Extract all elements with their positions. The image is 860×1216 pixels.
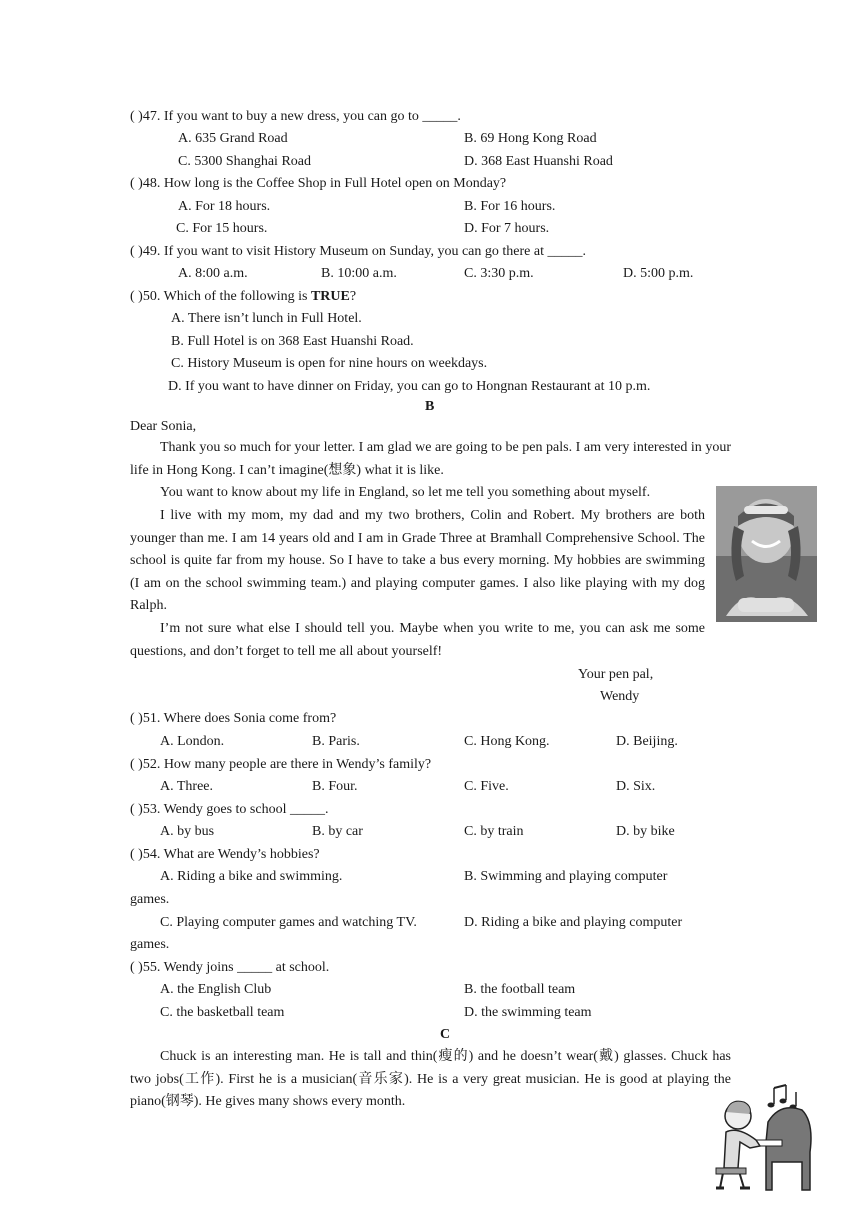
- question-54-stem: ( )54. What are Wendy’s hobbies?: [130, 847, 320, 862]
- letter-paragraph-1: Thank you so much for your letter. I am glad we are going to be pen pals. I am very interested in your life in Hong Kong. I can’t imagine(想象) what it is like.: [130, 440, 731, 478]
- q50-option-c: C. History Museum is open for nine hours on weekdays.: [171, 356, 488, 371]
- q54-option-d: D. Riding a bike and playing computer: [464, 915, 683, 930]
- q47-option-a: A. 635 Grand Road: [178, 131, 288, 146]
- q55-option-a: A. the English Club: [160, 982, 272, 997]
- q50-stem-pre: ( )50. Which of the following is: [130, 289, 311, 304]
- letter-paragraph-4: I’m not sure what else I should tell you. Maybe when you write to me, you can ask me some questions, and don’t forget to tell me all about yourself!: [130, 621, 705, 659]
- q53-option-a: A. by bus: [160, 824, 215, 839]
- section-c-heading: C: [440, 1027, 451, 1042]
- q53-option-d: D. by bike: [616, 824, 675, 839]
- question-47-stem: ( )47. If you want to buy a new dress, you can go to _____.: [130, 109, 461, 124]
- q49-option-d: D. 5:00 p.m.: [623, 266, 694, 281]
- q50-stem-bold: TRUE: [310, 289, 350, 304]
- q50-stem-post: ?: [349, 289, 357, 304]
- question-52-stem: ( )52. How many people are there in Wendy’s family?: [130, 757, 432, 772]
- question-53-stem: ( )53. Wendy goes to school _____.: [130, 802, 329, 817]
- q48-option-a: A. For 18 hours.: [178, 199, 271, 214]
- letter-closing: Your pen pal,: [578, 667, 654, 682]
- q47-option-d: D. 368 East Huanshi Road: [464, 154, 613, 169]
- q51-option-b: B. Paris.: [312, 734, 360, 749]
- girl-photo: [716, 486, 817, 622]
- q52-option-c: C. Five.: [464, 779, 509, 794]
- letter-paragraph-3: I live with my mom, my dad and my two brothers, Colin and Robert. My brothers are both younger than me. I am 14 years old and I am in Grade Three at Bramhall Comprehensive School. The school is quite far from my house. So I have to take a bus every morning. My hobbies are swimming (I am on the school swimming team.) and playing computer games. I also like playing with my dog Ralph.: [130, 508, 705, 614]
- letter-signature: Wendy: [600, 689, 640, 704]
- q54-option-a: A. Riding a bike and swimming.: [160, 869, 343, 884]
- question-48-stem: ( )48. How long is the Coffee Shop in Full Hotel open on Monday?: [130, 176, 507, 191]
- question-50-stem: [130, 288, 356, 306]
- question-49-stem: ( )49. If you want to visit History Museum on Sunday, you can go there at _____.: [130, 244, 586, 259]
- q51-option-a: A. London.: [160, 734, 225, 749]
- section-b-heading: B: [425, 399, 435, 414]
- q48-option-d: D. For 7 hours.: [464, 221, 550, 236]
- q52-option-a: A. Three.: [160, 779, 213, 794]
- q49-option-b: B. 10:00 a.m.: [321, 266, 397, 281]
- q55-option-c: C. the basketball team: [160, 1005, 285, 1020]
- q50-option-a: A. There isn’t lunch in Full Hotel.: [171, 311, 362, 326]
- q49-option-a: A. 8:00 a.m.: [178, 266, 248, 281]
- q54-option-b: B. Swimming and playing computer: [464, 869, 668, 884]
- q53-option-c: C. by train: [464, 824, 524, 839]
- q52-option-d: D. Six.: [616, 779, 656, 794]
- q51-option-d: D. Beijing.: [616, 734, 678, 749]
- q54-option-b-wrap: games.: [130, 892, 170, 907]
- passage-c-paragraph-1: Chuck is an interesting man. He is tall and thin(瘦的) and he doesn’t wear(戴) glasses. Chuck has two jobs(工作). First he is a musician(音乐家). He is a very great musician. He is good at playing the piano(钢琴). He gives many shows every month.: [130, 1049, 731, 1110]
- q51-option-c: C. Hong Kong.: [464, 734, 550, 749]
- q50-option-b: B. Full Hotel is on 368 East Huanshi Road.: [171, 334, 414, 349]
- q53-option-b: B. by car: [312, 824, 363, 839]
- q52-option-b: B. Four.: [312, 779, 358, 794]
- q55-option-b: B. the football team: [464, 982, 576, 997]
- q49-option-c: C. 3:30 p.m.: [464, 266, 534, 281]
- question-51-stem: ( )51. Where does Sonia come from?: [130, 711, 337, 726]
- q54-option-c: C. Playing computer games and watching TV.: [160, 915, 417, 930]
- piano-player-cartoon: [710, 1082, 822, 1194]
- q50-option-d: D. If you want to have dinner on Friday, you can go to Hongnan Restaurant at 10 p.m.: [168, 379, 651, 394]
- letter-paragraph-2: You want to know about my life in England, so let me tell you something about myself.: [160, 485, 651, 500]
- q54-option-d-wrap: games.: [130, 937, 170, 952]
- q47-option-b: B. 69 Hong Kong Road: [464, 131, 597, 146]
- question-55-stem: ( )55. Wendy joins _____ at school.: [130, 960, 330, 975]
- q47-option-c: C. 5300 Shanghai Road: [178, 154, 311, 169]
- letter-salutation: Dear Sonia,: [130, 419, 197, 434]
- q48-option-c: C. For 15 hours.: [176, 221, 268, 236]
- q48-option-b: B. For 16 hours.: [464, 199, 556, 214]
- q55-option-d: D. the swimming team: [464, 1005, 592, 1020]
